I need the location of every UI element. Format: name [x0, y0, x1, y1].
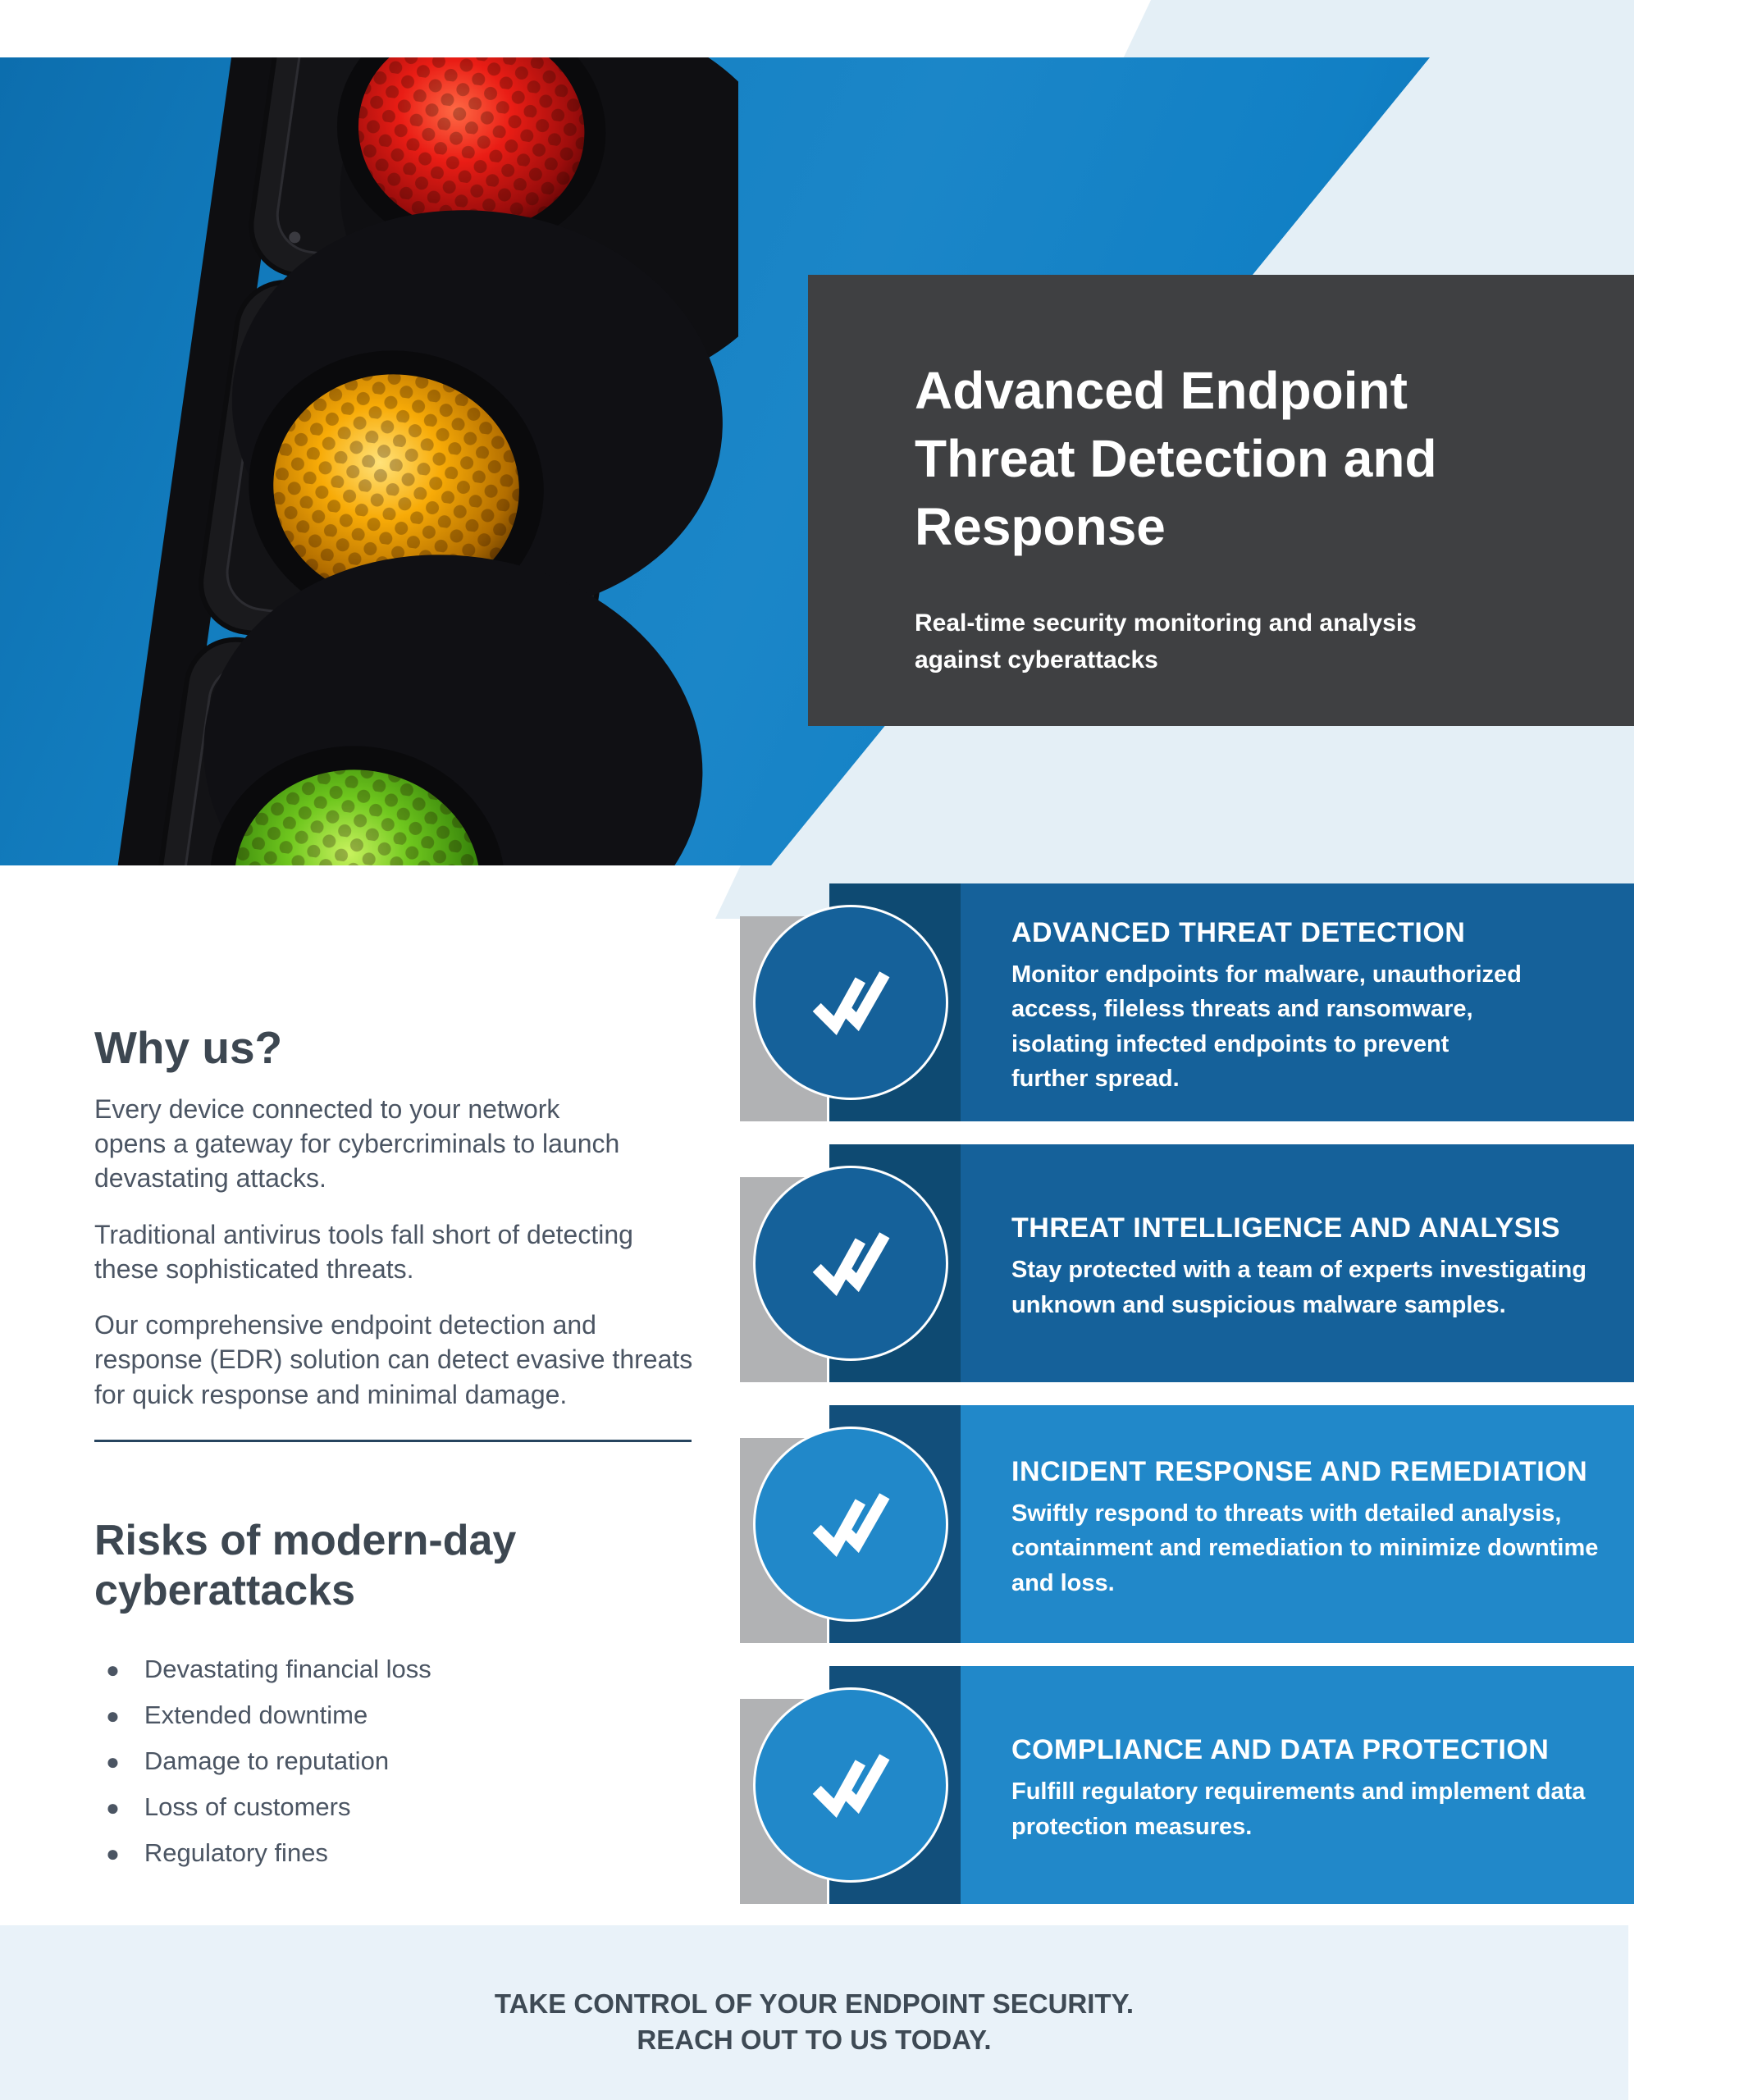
- feature-badge: [753, 1166, 948, 1361]
- risks-list: [94, 1655, 751, 1868]
- risks-section: [94, 1516, 751, 1884]
- feature-body: Swiftly respond to threats with detailed analysis, containment and remediation to minimize downtime and loss.: [1011, 1500, 1599, 1596]
- feature-row-advanced-threat-detection: [740, 883, 1634, 1121]
- feature-body: Fulfill regulatory requirements and implement data protection measures.: [1011, 1778, 1586, 1840]
- risk-item: [106, 1792, 751, 1822]
- feature-title: ADVANCED THREAT DETECTION: [1011, 917, 1466, 949]
- why-us-paragraph: Traditional antivirus tools fall short of detecting these sophisticated threats.: [94, 1219, 633, 1284]
- risk-item-label: Loss of customers: [144, 1792, 351, 1821]
- risk-item-label: Extended downtime: [144, 1700, 368, 1729]
- bullet-icon: ●: [106, 1748, 120, 1774]
- why-us-paragraph: Every device connected to your network opens a gateway for cybercriminals to launch devastating attacks.: [94, 1094, 620, 1194]
- bullet-icon: ●: [106, 1794, 120, 1820]
- hero-panel: [808, 275, 1634, 726]
- risks-heading: Risks of modern-day cyberattacks: [94, 1517, 517, 1615]
- feature-badge: [753, 1427, 948, 1622]
- footer-band: [0, 1925, 1628, 2100]
- feature-badge: [753, 905, 948, 1100]
- double-check-icon: [802, 1737, 899, 1833]
- page-subtitle: Real-time security monitoring and analysis against cyberattacks: [915, 609, 1417, 673]
- footer-cta: TAKE CONTROL OF YOUR ENDPOINT SECURITY. REACH OUT TO US TODAY.: [494, 1988, 1135, 2055]
- feature-title: THREAT INTELLIGENCE AND ANALYSIS: [1011, 1212, 1560, 1244]
- feature-badge: [753, 1687, 948, 1883]
- page-title: Advanced Endpoint Threat Detection and Response: [915, 361, 1437, 557]
- risk-item-label: Regulatory fines: [144, 1838, 328, 1867]
- feature-row-compliance: [740, 1666, 1634, 1904]
- risk-item: [106, 1838, 751, 1868]
- why-us-heading: Why us?: [94, 1022, 283, 1073]
- double-check-icon: [802, 1215, 899, 1312]
- risk-item-label: Devastating financial loss: [144, 1654, 431, 1683]
- feature-body: Stay protected with a team of experts investigating unknown and suspicious malware samples.: [1011, 1257, 1586, 1318]
- feature-row-threat-intelligence: [740, 1144, 1634, 1382]
- risk-item-label: Damage to reputation: [144, 1746, 390, 1775]
- feature-title: INCIDENT RESPONSE AND REMEDIATION: [1011, 1456, 1588, 1488]
- risk-item: [106, 1655, 751, 1684]
- bullet-icon: ●: [106, 1656, 120, 1682]
- risk-item: [106, 1746, 751, 1776]
- section-divider: [94, 1440, 692, 1442]
- bullet-icon: ●: [106, 1702, 120, 1728]
- double-check-icon: [802, 954, 899, 1051]
- feature-body: Monitor endpoints for malware, unauthorized access, fileless threats and ransomware, isolating infected endpoints to prevent further spread.: [1011, 961, 1522, 1092]
- double-check-icon: [802, 1476, 899, 1573]
- traffic-light-illustration: [0, 33, 738, 902]
- why-us-paragraph: Our comprehensive endpoint detection and response (EDR) solution can detect evasive threats for quick response and minimal damage.: [94, 1310, 693, 1409]
- feature-row-incident-response: [740, 1405, 1634, 1643]
- feature-title: COMPLIANCE AND DATA PROTECTION: [1011, 1734, 1550, 1766]
- risk-item: [106, 1701, 751, 1730]
- why-us-section: [94, 1021, 751, 1442]
- bullet-icon: ●: [106, 1840, 120, 1866]
